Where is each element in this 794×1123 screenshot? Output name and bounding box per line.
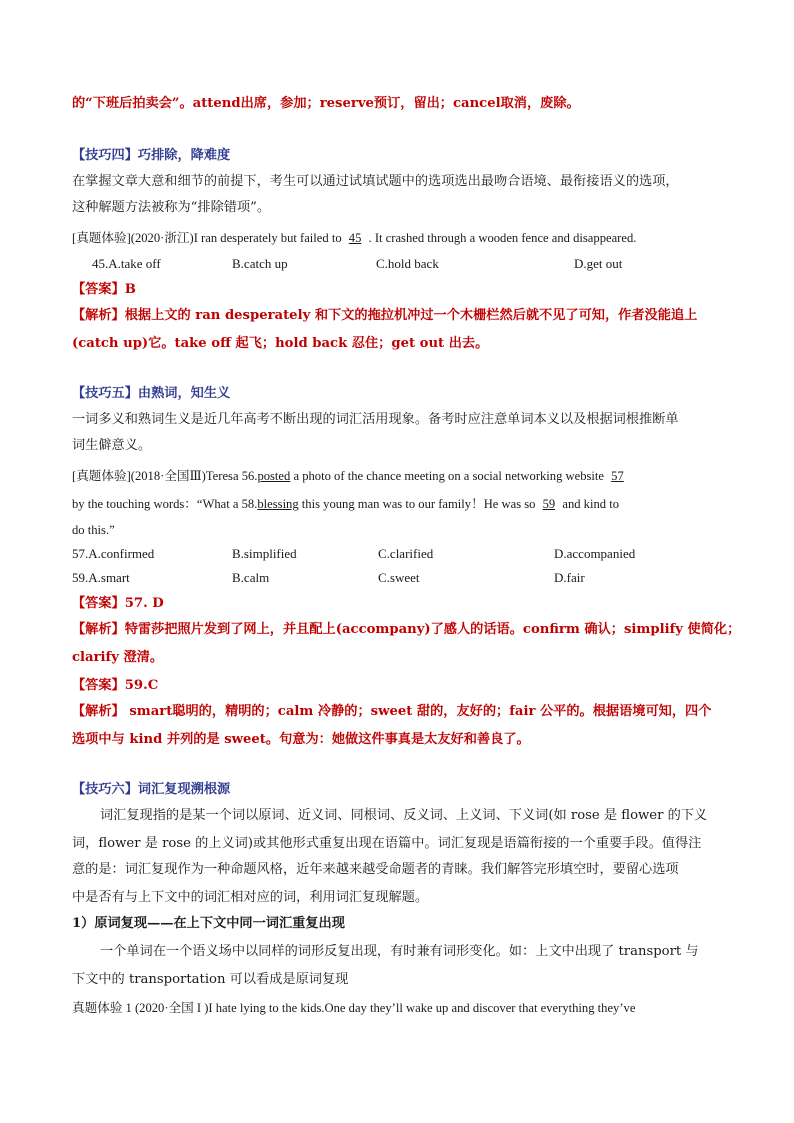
option-45-c: C.hold back	[376, 256, 439, 271]
blank-45: 45	[348, 231, 362, 245]
skill-5-analysis-59-line-2: 选项中与 kind 并列的是 sweet。句意为：她做这件事真是太友好和善良了。	[72, 732, 530, 747]
skill-5-heading: 【技巧五】由熟词，知生义	[72, 386, 231, 401]
continued-analysis-line: 的“下班后拍卖会”。attend出席，参加；reserve预订，留出；cancel取消，废除。	[72, 96, 580, 111]
answer-value: 59.C	[124, 678, 159, 693]
skill-5-exam-line-2	[72, 494, 724, 514]
subsection-1-line-2: 下文中的 transportation 可以看成是原词复现	[72, 972, 349, 987]
word-blessing: blessing	[257, 497, 299, 511]
skill-5-intro-line-1: 一词多义和熟词生义是近几年高考不断出现的词汇活用现象。备考时应注意单词本义以及根据词根推断单	[72, 412, 679, 427]
blank-59: 59	[542, 497, 556, 511]
option-59-b: B.calm	[232, 570, 270, 585]
exam-example-1: 真题体验 1 (2020·全国 I )I hate lying to the kids.One day they’ll wake up and discover that everything they’ve	[72, 1001, 636, 1015]
subsection-1-line-1: 一个单词在一个语义场中以同样的词形反复出现，有时兼有词形变化。如：上文中出现了 transport 与	[100, 944, 699, 959]
exam-text: by the touching words：“What a 58.	[72, 497, 258, 511]
option-57-c: C.clarified	[378, 546, 434, 561]
skill-5-analysis-57-line-2: clarify 澄清。	[72, 650, 164, 665]
exam-text: a photo of the chance meeting on a social networking website	[290, 469, 608, 483]
option-59-c: C.sweet	[378, 570, 420, 585]
skill-6-heading: 【技巧六】词汇复现溯根源	[72, 782, 231, 797]
skill-4-intro-line-1: 在掌握文章大意和细节的前提下，考生可以通过试填试题中的选项选出最吻合语境、最衔接语义的选项，	[72, 174, 679, 189]
skill-5-answer-57	[72, 594, 724, 614]
answer-tag: 【答案】	[72, 596, 125, 611]
skill-4-intro-line-2: 这种解题方法被称为“排除错项”。	[72, 200, 271, 215]
exam-text: and kind to	[559, 497, 620, 511]
exam-text: this young man was to our family！He was so	[298, 497, 539, 511]
exam-text: . It crashed through a wooden fence and disappeared.	[365, 231, 637, 245]
answer-value: 57. D	[124, 596, 164, 611]
exam-text: [真题体验](2020·浙江)I ran desperately but failed to	[72, 231, 345, 245]
analysis-text: smart聪明的，精明的；calm 冷静的；sweet 甜的，友好的；fair 公平的。根据语境可知，四个	[124, 704, 712, 719]
option-45-b: B.catch up	[232, 256, 288, 271]
skill-5-analysis-57-line-1	[72, 620, 741, 640]
skill-5-answer-59	[72, 676, 724, 696]
blank-57: 57	[611, 469, 624, 483]
exam-text: [真题体验](2018·全国Ⅲ)Teresa 56.	[72, 469, 258, 483]
subheading-original-word-recurrence: 1）原词复现——在上下文中同一词汇重复出现	[72, 916, 345, 931]
word-posted: posted	[257, 469, 291, 483]
skill-5-exam-line-3: do this.”	[72, 523, 115, 537]
answer-tag: 【答案】	[72, 282, 125, 297]
skill-6-para-line-2: 词，flower 是 rose 的上义词)或其他形式重复出现在语篇中。词汇复现是语篇衔接的一个重要手段。值得注	[72, 836, 702, 851]
skill-5-exam-line-1	[72, 466, 724, 486]
answer-value: B	[124, 282, 136, 297]
option-45-d: D.get out	[574, 256, 623, 271]
option-57-d: D.accompanied	[554, 546, 636, 561]
option-59-d: D.fair	[554, 570, 585, 585]
option-57-a: 57.A.confirmed	[72, 546, 155, 561]
answer-tag: 【答案】	[72, 678, 125, 693]
option-59-a: 59.A.smart	[72, 570, 130, 585]
skill-6-para-line-3: 意的是：词汇复现作为一种命题风格，近年来越来越受命题者的青睐。我们解答完形填空时，要留心选项	[72, 862, 679, 877]
skill-5-analysis-59-line-1	[72, 702, 724, 722]
skill-6-para-line-1: 词汇复现指的是某一个词以原词、近义词、同根词、反义词、上义词、下义词(如 rose 是 flower 的下义	[100, 808, 708, 823]
skill-4-answer	[72, 280, 724, 300]
skill-4-analysis-line-1	[72, 306, 724, 326]
option-57-b: B.simplified	[232, 546, 297, 561]
option-45-a: 45.A.take off	[92, 256, 161, 271]
analysis-text: 特雷莎把照片发到了网上，并且配上(accompany)了感人的话语。confirm 确认；simplify 使简化；	[124, 622, 741, 637]
skill-4-exam-sentence	[72, 228, 724, 248]
analysis-tag: 【解析】	[72, 308, 125, 323]
skill-4-analysis-line-2: (catch up)它。take off 起飞；hold back 忍住；get out 出去。	[72, 336, 489, 351]
skill-4-heading: 【技巧四】巧排除，降难度	[72, 148, 231, 163]
analysis-tag: 【解析】	[72, 704, 125, 719]
skill-6-para-line-4: 中是否有与上下文中的词汇相对应的词，利用词汇复现解题。	[72, 890, 429, 905]
skill-5-intro-line-2: 词生僻意义。	[72, 438, 152, 453]
analysis-text: 根据上文的 ran desperately 和下文的拖拉机冲过一个木栅栏然后就不见了可知，作者没能追上	[124, 308, 698, 323]
analysis-tag: 【解析】	[72, 622, 125, 637]
